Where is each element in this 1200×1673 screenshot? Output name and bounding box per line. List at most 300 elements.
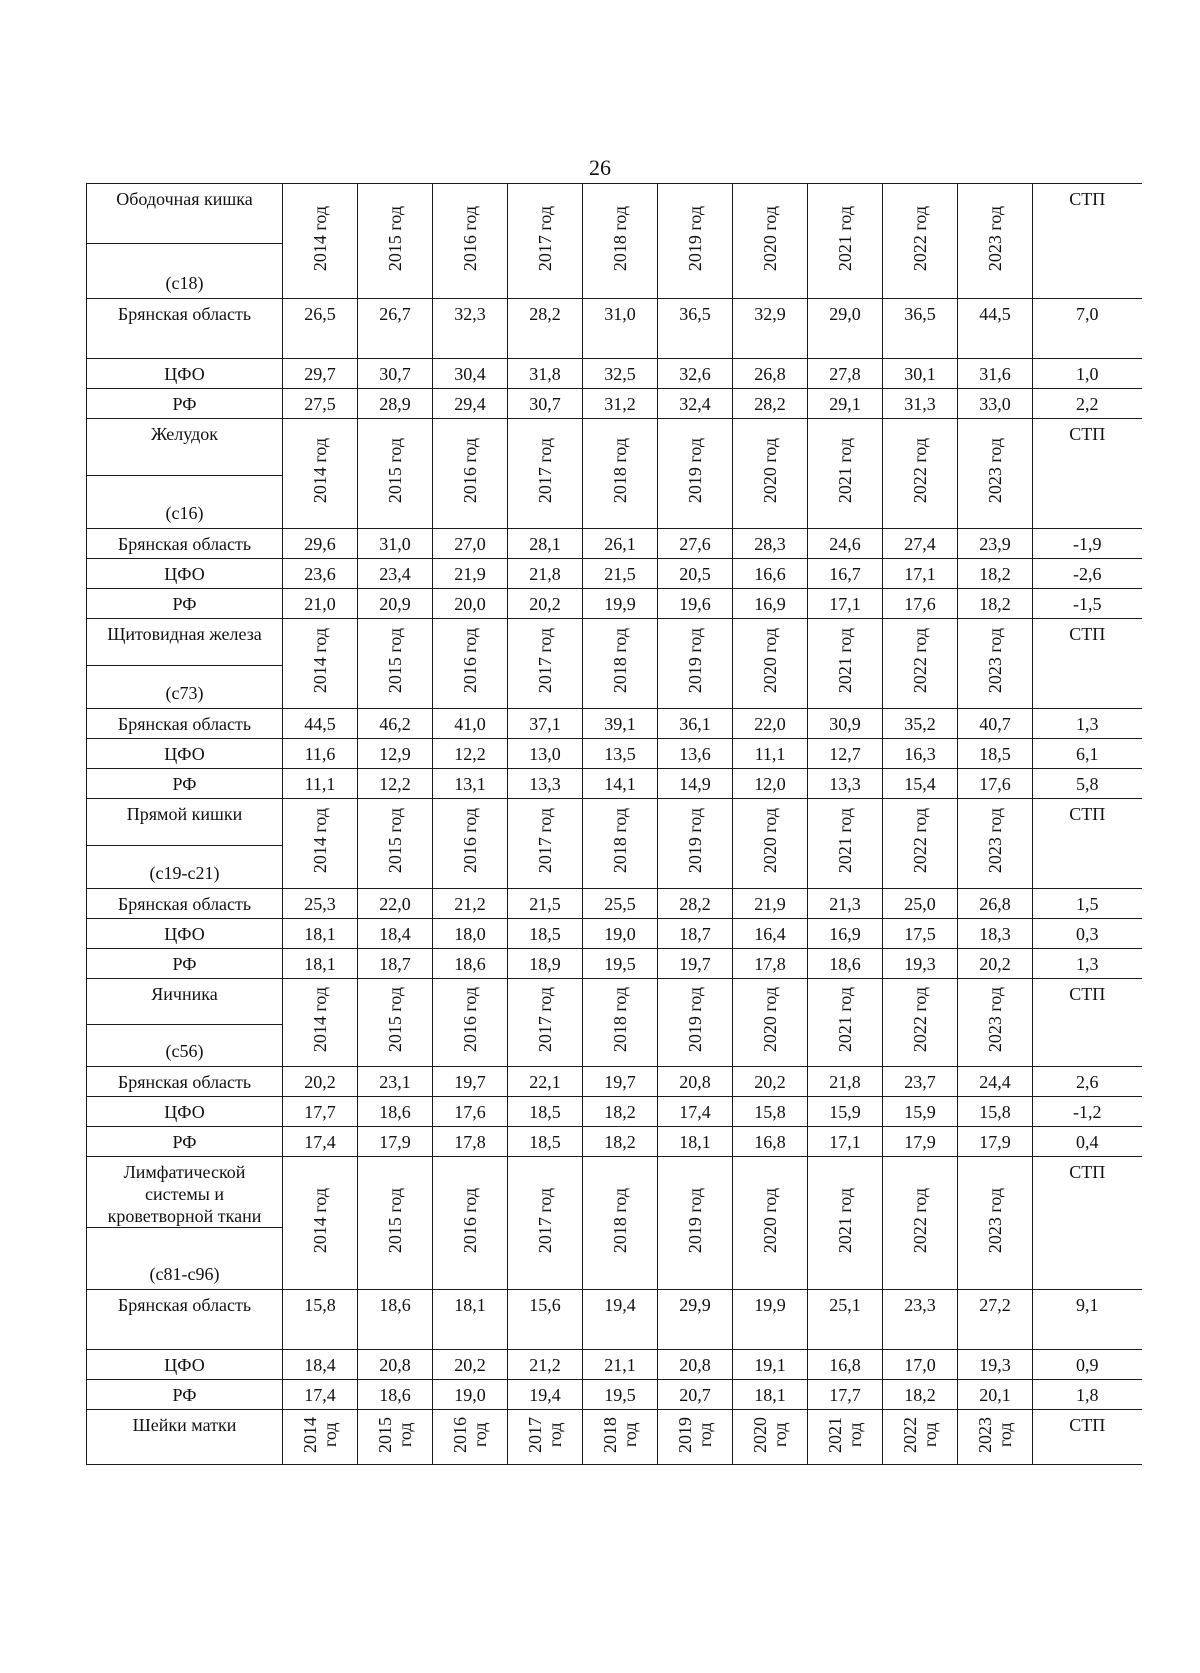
region-label: РФ [87,389,283,419]
value-cell: 19,7 [658,949,733,979]
section-header-row [87,979,1142,1025]
year-label: 2014 год [300,1416,340,1453]
value-cell: 15,8 [733,1097,808,1127]
value-cell: 16,6 [733,559,808,589]
stp-header: СТП [1033,1157,1142,1290]
year-label: 2022 год [910,205,930,272]
value-cell: 18,2 [958,559,1033,589]
section-title: Желудок [87,419,283,476]
year-label: 2015 год [385,808,405,874]
value-cell: 28,2 [508,299,583,359]
value-cell: 31,2 [583,389,658,419]
value-cell: 28,9 [358,389,433,419]
value-cell: 26,7 [358,299,433,359]
value-cell: 11,1 [283,769,358,799]
year-label: 2023 год [985,808,1005,874]
value-cell: 18,1 [433,1290,508,1350]
region-label: Брянская область [87,889,283,919]
section-header-row [87,619,1142,666]
region-label: ЦФО [87,559,283,589]
year-label: 2022 год [910,987,930,1053]
year-header [508,619,583,709]
value-cell: 21,1 [583,1350,658,1380]
section-title: Шейки матки [87,1410,283,1465]
value-cell: 17,1 [883,559,958,589]
value-cell: 17,7 [283,1097,358,1127]
year-header [808,619,883,709]
value-cell: 23,9 [958,529,1033,559]
value-cell: 25,1 [808,1290,883,1350]
region-label: Брянская область [87,709,283,739]
year-header [658,619,733,709]
year-header [433,799,508,889]
value-cell: 17,5 [883,919,958,949]
region-label: РФ [87,949,283,979]
value-cell: 31,6 [958,359,1033,389]
value-cell: 27,6 [658,529,733,559]
table-row [87,949,1142,979]
value-cell: 18,6 [358,1380,433,1410]
year-header [733,799,808,889]
value-cell: 18,3 [958,919,1033,949]
year-header [733,1157,808,1290]
value-cell: 26,8 [733,359,808,389]
table-row [87,709,1142,739]
year-label: 2020 год [760,808,780,874]
year-label: 2020 год [760,205,780,272]
value-cell: 31,3 [883,389,958,419]
year-header [433,979,508,1067]
value-cell: 21,8 [508,559,583,589]
value-cell: 18,7 [658,919,733,949]
year-header [658,799,733,889]
year-label: 2014 год [310,438,330,504]
value-cell: 27,2 [958,1290,1033,1350]
table-row [87,1097,1142,1127]
year-label: 2016 год [460,205,480,272]
section-header-row [87,419,1142,476]
value-cell: 18,2 [883,1380,958,1410]
value-cell: 20,8 [658,1067,733,1097]
year-header [358,184,433,299]
value-cell: 29,0 [808,299,883,359]
table-row [87,299,1142,359]
year-header [808,1157,883,1290]
value-cell: 21,2 [433,889,508,919]
value-cell: 11,6 [283,739,358,769]
year-label: 2015 год [375,1416,415,1453]
year-header [433,1157,508,1290]
value-cell: 29,9 [658,1290,733,1350]
section-header-row [87,184,1142,244]
incidence-table [86,183,1142,1465]
value-cell: 30,9 [808,709,883,739]
value-cell: 20,8 [658,1350,733,1380]
table-row [87,1127,1142,1157]
value-cell: 16,4 [733,919,808,949]
year-label: 2023 год [985,438,1005,504]
year-header [433,1410,508,1465]
value-cell: 22,0 [733,709,808,739]
stp-value: 0,9 [1033,1350,1142,1380]
year-header [958,619,1033,709]
year-label: 2015 год [385,438,405,504]
year-label: 2018 год [610,628,630,694]
table-row [87,769,1142,799]
year-header [508,184,583,299]
value-cell: 21,9 [433,559,508,589]
year-header [358,1157,433,1290]
value-cell: 21,8 [808,1067,883,1097]
year-header [883,1157,958,1290]
value-cell: 36,5 [883,299,958,359]
year-label: 2021 год [835,808,855,874]
year-label: 2017 год [535,205,555,272]
year-label: 2014 год [310,987,330,1053]
year-header [733,979,808,1067]
value-cell: 21,5 [583,559,658,589]
value-cell: 19,5 [583,1380,658,1410]
stp-value: -2,6 [1033,559,1142,589]
value-cell: 16,9 [808,919,883,949]
year-header [283,1410,358,1465]
year-label: 2018 год [610,808,630,874]
value-cell: 29,7 [283,359,358,389]
year-header [808,799,883,889]
value-cell: 18,6 [808,949,883,979]
value-cell: 20,2 [958,949,1033,979]
year-label: 2020 год [760,628,780,694]
year-label: 2017 год [535,628,555,694]
year-label: 2019 год [685,438,705,504]
year-header [883,184,958,299]
year-label: 2019 год [685,628,705,694]
region-label: ЦФО [87,739,283,769]
value-cell: 18,1 [658,1127,733,1157]
year-header [583,1157,658,1290]
value-cell: 46,2 [358,709,433,739]
table-row [87,359,1142,389]
year-label: 2019 год [685,987,705,1053]
value-cell: 17,8 [733,949,808,979]
year-label: 2014 год [310,205,330,272]
year-header [658,184,733,299]
year-label: 2018 год [600,1416,640,1453]
value-cell: 17,8 [433,1127,508,1157]
value-cell: 18,5 [508,919,583,949]
year-header [958,979,1033,1067]
value-cell: 18,4 [358,919,433,949]
year-header [583,184,658,299]
year-label: 2021 год [835,1187,855,1254]
table-row [87,739,1142,769]
value-cell: 13,1 [433,769,508,799]
value-cell: 18,0 [433,919,508,949]
table-row [87,589,1142,619]
year-label: 2017 год [525,1416,565,1453]
section-code: (с56) [87,1025,283,1067]
value-cell: 13,5 [583,739,658,769]
value-cell: 27,8 [808,359,883,389]
value-cell: 29,6 [283,529,358,559]
stp-value: 0,3 [1033,919,1142,949]
stp-header: СТП [1033,1410,1142,1465]
table-row [87,1350,1142,1380]
value-cell: 17,0 [883,1350,958,1380]
value-cell: 22,0 [358,889,433,919]
table-row [87,919,1142,949]
year-header [733,1410,808,1465]
value-cell: 18,2 [583,1127,658,1157]
value-cell: 15,4 [883,769,958,799]
stp-value: 1,0 [1033,359,1142,389]
stp-value: 1,5 [1033,889,1142,919]
year-label: 2018 год [610,987,630,1053]
value-cell: 15,8 [283,1290,358,1350]
value-cell: 23,7 [883,1067,958,1097]
region-label: РФ [87,1127,283,1157]
year-label: 2015 год [385,1187,405,1254]
year-label: 2021 год [835,438,855,504]
stp-value: 9,1 [1033,1290,1142,1350]
year-header [583,799,658,889]
year-header [733,419,808,529]
year-label: 2016 год [460,987,480,1053]
section-code: (с81-с96) [87,1228,283,1290]
value-cell: 27,5 [283,389,358,419]
year-header [583,1410,658,1465]
value-cell: 18,5 [508,1127,583,1157]
value-cell: 31,8 [508,359,583,389]
year-label: 2019 год [685,1187,705,1254]
year-label: 2014 год [310,1187,330,1254]
value-cell: 18,6 [433,949,508,979]
stp-value: -1,2 [1033,1097,1142,1127]
value-cell: 19,3 [958,1350,1033,1380]
section-code: (с73) [87,666,283,709]
section-title: Яичника [87,979,283,1025]
value-cell: 19,3 [883,949,958,979]
year-label: 2022 год [910,808,930,874]
stp-value: 2,6 [1033,1067,1142,1097]
table-row [87,1290,1142,1350]
value-cell: 32,6 [658,359,733,389]
year-header [508,799,583,889]
year-label: 2021 год [835,628,855,694]
year-header [358,1410,433,1465]
value-cell: 16,3 [883,739,958,769]
value-cell: 19,9 [733,1290,808,1350]
value-cell: 23,6 [283,559,358,589]
year-header [883,619,958,709]
year-header [958,1410,1033,1465]
year-label: 2014 год [310,628,330,694]
year-label: 2016 год [460,438,480,504]
region-label: Брянская область [87,1290,283,1350]
value-cell: 18,6 [358,1290,433,1350]
value-cell: 18,9 [508,949,583,979]
year-header [883,799,958,889]
year-header [508,1410,583,1465]
stp-value: 2,2 [1033,389,1142,419]
value-cell: 19,5 [583,949,658,979]
value-cell: 27,4 [883,529,958,559]
value-cell: 16,7 [808,559,883,589]
value-cell: 13,6 [658,739,733,769]
region-label: ЦФО [87,1097,283,1127]
table-row [87,529,1142,559]
year-header [283,1157,358,1290]
year-label: 2019 год [675,1416,715,1453]
year-label: 2021 год [835,987,855,1053]
value-cell: 11,1 [733,739,808,769]
section-code: (с18) [87,244,283,299]
year-header [283,799,358,889]
year-label: 2018 год [610,438,630,504]
year-header [283,184,358,299]
value-cell: 21,3 [808,889,883,919]
year-label: 2018 год [610,1187,630,1254]
value-cell: 30,1 [883,359,958,389]
value-cell: 33,0 [958,389,1033,419]
value-cell: 44,5 [283,709,358,739]
value-cell: 28,2 [658,889,733,919]
value-cell: 24,4 [958,1067,1033,1097]
value-cell: 29,1 [808,389,883,419]
region-label: ЦФО [87,919,283,949]
stp-header: СТП [1033,184,1142,299]
year-header [283,419,358,529]
value-cell: 31,0 [583,299,658,359]
year-label: 2017 год [535,438,555,504]
value-cell: 16,8 [733,1127,808,1157]
value-cell: 17,4 [283,1127,358,1157]
year-label: 2021 год [835,205,855,272]
year-header [808,184,883,299]
stp-value: 6,1 [1033,739,1142,769]
value-cell: 15,9 [808,1097,883,1127]
section-code: (с16) [87,476,283,529]
year-label: 2022 год [900,1416,940,1453]
year-header [583,419,658,529]
section-header-row [87,1410,1142,1465]
value-cell: 18,2 [583,1097,658,1127]
value-cell: 18,2 [958,589,1033,619]
value-cell: 17,9 [958,1127,1033,1157]
value-cell: 19,9 [583,589,658,619]
value-cell: 36,5 [658,299,733,359]
value-cell: 17,6 [958,769,1033,799]
year-header [283,619,358,709]
value-cell: 14,1 [583,769,658,799]
stp-header: СТП [1033,979,1142,1067]
value-cell: 16,8 [808,1350,883,1380]
value-cell: 17,1 [808,1127,883,1157]
section-header-row [87,799,1142,846]
table-row [87,1380,1142,1410]
stp-header: СТП [1033,619,1142,709]
value-cell: 13,0 [508,739,583,769]
year-label: 2016 год [460,808,480,874]
year-header [283,979,358,1067]
region-label: РФ [87,1380,283,1410]
value-cell: 17,6 [433,1097,508,1127]
year-label: 2023 год [985,987,1005,1053]
region-label: ЦФО [87,359,283,389]
value-cell: 30,7 [508,389,583,419]
value-cell: 40,7 [958,709,1033,739]
value-cell: 15,6 [508,1290,583,1350]
year-header [508,419,583,529]
value-cell: 19,7 [583,1067,658,1097]
value-cell: 30,7 [358,359,433,389]
value-cell: 28,2 [733,389,808,419]
year-label: 2022 год [910,438,930,504]
stp-value: -1,5 [1033,589,1142,619]
value-cell: 15,8 [958,1097,1033,1127]
value-cell: 24,6 [808,529,883,559]
stp-value: 5,8 [1033,769,1142,799]
year-label: 2023 год [975,1416,1015,1453]
value-cell: 19,4 [508,1380,583,1410]
year-header [358,979,433,1067]
value-cell: 17,4 [283,1380,358,1410]
stp-header: СТП [1033,799,1142,889]
value-cell: 13,3 [508,769,583,799]
value-cell: 18,6 [358,1097,433,1127]
section-title: Лимфатической системы и кроветворной ткани [87,1157,283,1228]
table-body [87,184,1142,1465]
value-cell: 12,7 [808,739,883,769]
year-header [433,619,508,709]
value-cell: 27,0 [433,529,508,559]
year-label: 2016 год [460,628,480,694]
value-cell: 20,7 [658,1380,733,1410]
year-label: 2020 год [760,438,780,504]
region-label: РФ [87,769,283,799]
table-row [87,559,1142,589]
value-cell: 22,1 [508,1067,583,1097]
year-label: 2023 год [985,205,1005,272]
section-title: Щитовидная железа [87,619,283,666]
year-header [658,1410,733,1465]
value-cell: 20,8 [358,1350,433,1380]
value-cell: 18,1 [733,1380,808,1410]
value-cell: 25,0 [883,889,958,919]
value-cell: 20,9 [358,589,433,619]
region-label: Брянская область [87,529,283,559]
value-cell: 41,0 [433,709,508,739]
value-cell: 18,7 [358,949,433,979]
value-cell: 19,7 [433,1067,508,1097]
region-label: РФ [87,589,283,619]
year-label: 2016 год [450,1416,490,1453]
value-cell: 36,1 [658,709,733,739]
value-cell: 19,0 [433,1380,508,1410]
value-cell: 16,9 [733,589,808,619]
value-cell: 21,0 [283,589,358,619]
value-cell: 26,5 [283,299,358,359]
year-label: 2015 год [385,205,405,272]
year-label: 2023 год [985,628,1005,694]
value-cell: 20,1 [958,1380,1033,1410]
value-cell: 12,0 [733,769,808,799]
table-row [87,389,1142,419]
value-cell: 19,0 [583,919,658,949]
year-label: 2017 год [535,808,555,874]
year-header [358,619,433,709]
value-cell: 28,3 [733,529,808,559]
